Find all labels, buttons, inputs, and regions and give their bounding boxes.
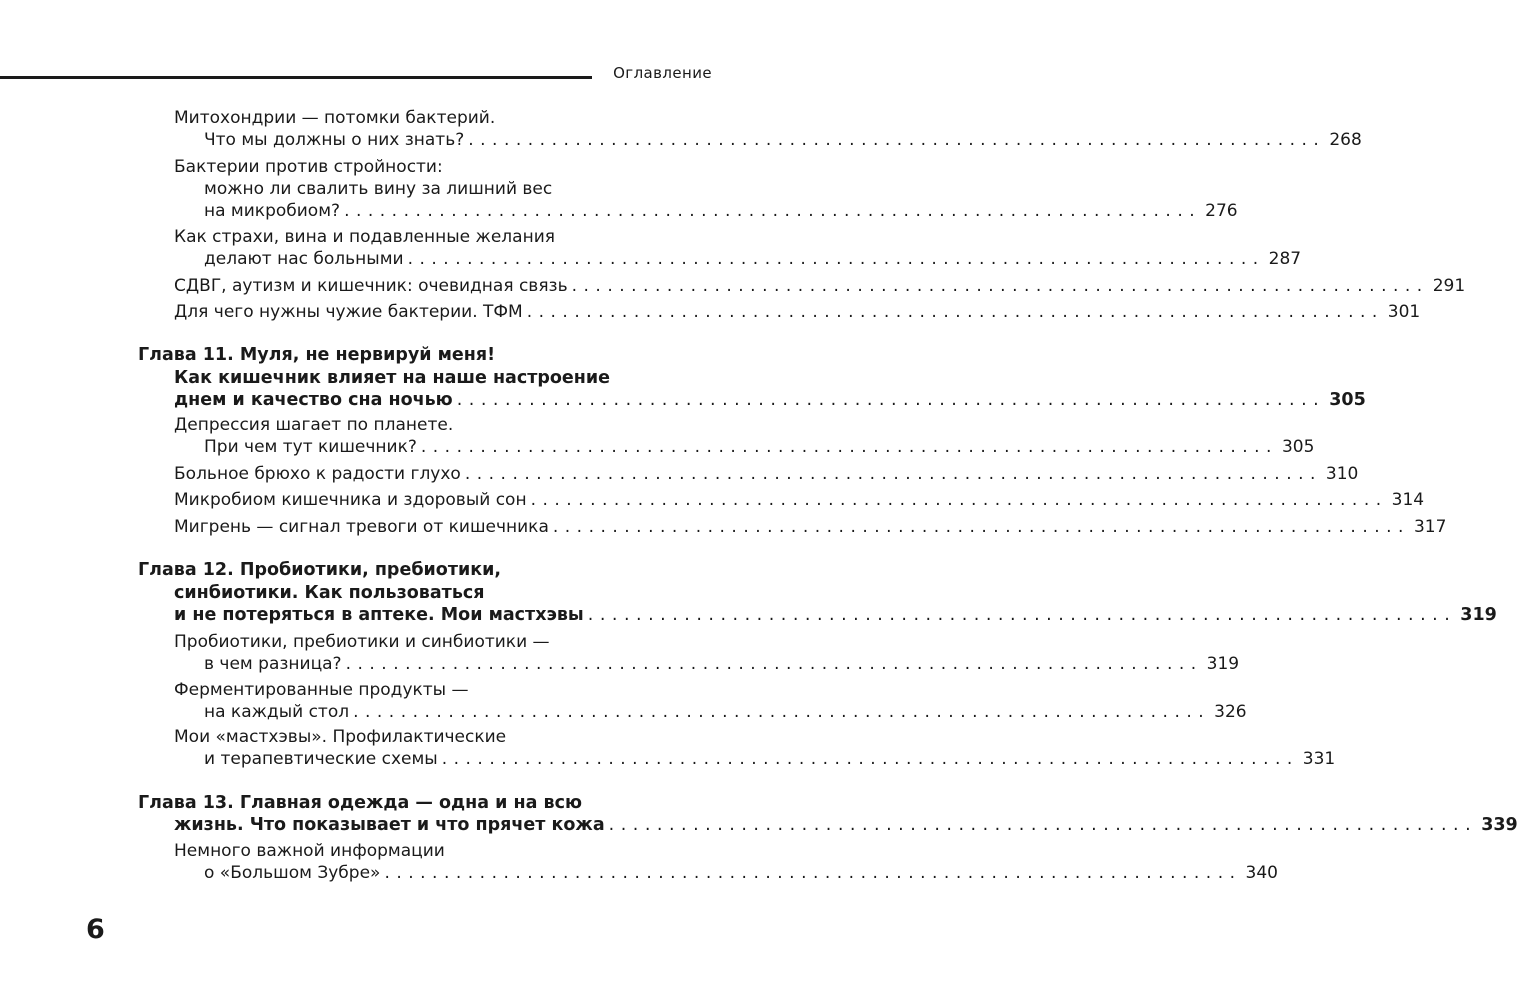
toc-entry-title-line: в чем разница?: [204, 654, 342, 674]
toc-entry-title-line: Митохондрии — потомки бактерий.: [174, 108, 496, 128]
toc-entry-leader-line: [204, 130, 1362, 150]
toc-page-number: 326: [1214, 702, 1247, 722]
chapter-title-line: Глава 11. Муля, не нервируй меня!: [138, 345, 496, 365]
chapter-title-line: Глава 13. Главная одежда — одна и на всю: [138, 793, 582, 813]
toc-entry-leader-line: [204, 749, 1336, 769]
chapter-title-line: Как кишечник влияет на наше настроение: [174, 368, 611, 388]
toc-entry-title-line: можно ли свалить вину за лишний вес: [204, 179, 553, 199]
toc-entry-title-line: на каждый стол: [204, 702, 350, 722]
toc-entry-title-line: и терапевтические схемы: [204, 749, 438, 769]
dot-leader: ........................................................................: [468, 130, 1326, 150]
toc-entry-leader-line: [174, 464, 1359, 484]
dot-leader: ........................................................................: [571, 276, 1429, 296]
dot-leader: ........................................................................: [587, 605, 1457, 625]
toc-entry-title-line: Депрессия шагает по планете.: [174, 415, 454, 435]
toc-page-number: 268: [1329, 130, 1362, 150]
header-rule: [0, 76, 592, 79]
toc-entry-leader-line: [174, 302, 1421, 322]
toc-page-number: 291: [1432, 276, 1466, 296]
toc-entry-leader-line: [174, 490, 1425, 510]
dot-leader: ........................................................................: [552, 517, 1410, 537]
dot-leader: ........................................................................: [441, 749, 1299, 769]
toc-entry-title-line: Бактерии против стройности:: [174, 157, 443, 177]
toc-entry-title-line: Что мы должны о них знать?: [204, 130, 465, 150]
toc-page-number: 319: [1460, 605, 1497, 625]
toc-entry-title-line: Больное брюхо к радости глухо: [174, 464, 461, 484]
dot-leader: ........................................................................: [420, 437, 1278, 457]
toc-entry-title-line: о «Большом Зубре»: [204, 863, 381, 883]
toc-entry-leader-line: [204, 249, 1302, 269]
toc-page-number: 340: [1245, 863, 1278, 883]
dot-leader: ........................................................................: [530, 490, 1388, 510]
toc-page-number: 317: [1413, 517, 1447, 537]
chapter-title-line: Глава 12. Пробиотики, пребиотики,: [138, 560, 502, 580]
toc-page-number: 310: [1325, 464, 1359, 484]
dot-leader: ........................................................................: [353, 702, 1211, 722]
toc-entry-title-line: Немного важной информации: [174, 841, 445, 861]
toc-entry-title-line: При чем тут кишечник?: [204, 437, 417, 457]
dot-leader: ........................................................................: [345, 654, 1203, 674]
toc-page-number: 287: [1268, 249, 1302, 269]
toc-entry-leader-line: [174, 605, 1497, 625]
chapter-title-line: и не потеряться в аптеке. Мои мастхэвы: [174, 605, 584, 625]
chapter-title-line: синбиотики. Как пользоваться: [174, 583, 485, 603]
toc-entry-title-line: на микробиом?: [204, 201, 341, 221]
toc-entry-leader-line: [174, 276, 1466, 296]
running-header: Оглавление: [613, 64, 712, 82]
toc-entry-title-line: делают нас больными: [204, 249, 404, 269]
toc-entry-title-line: Как страхи, вина и подавленные желания: [174, 227, 555, 247]
toc-entry-title-line: Мигрень — сигнал тревоги от кишечника: [174, 517, 549, 537]
dot-leader: ........................................................................: [608, 815, 1478, 835]
toc-entry-title-line: Ферментированные продукты —: [174, 680, 469, 700]
chapter-title-line: днем и качество сна ночью: [174, 390, 453, 410]
toc-page-number: 305: [1281, 437, 1315, 457]
toc-page-number: 319: [1206, 654, 1240, 674]
toc-entry-title-line: Мои «мастхэвы». Профилактические: [174, 727, 507, 747]
toc-entry-title-line: Для чего нужны чужие бактерии. ТФМ: [174, 302, 523, 322]
toc-entry-leader-line: [204, 863, 1278, 883]
chapter-title-line: жизнь. Что показывает и что прячет кожа: [174, 815, 605, 835]
toc-page-number: 314: [1391, 490, 1425, 510]
dot-leader: ........................................................................: [384, 863, 1242, 883]
toc-page-number: 331: [1302, 749, 1336, 769]
toc-entry-leader-line: [204, 201, 1238, 221]
dot-leader: ........................................................................: [344, 201, 1202, 221]
toc-entry-leader-line: [204, 654, 1240, 674]
toc-page-number: 301: [1387, 302, 1421, 322]
toc-entry-leader-line: [174, 390, 1366, 410]
toc-entry-leader-line: [174, 517, 1447, 537]
dot-leader: ........................................................................: [407, 249, 1265, 269]
toc-entry-title-line: Пробиотики, пребиотики и синбиотики —: [174, 632, 550, 652]
dot-leader: ........................................................................: [456, 390, 1326, 410]
toc-entry-leader-line: [204, 702, 1247, 722]
dot-leader: ........................................................................: [526, 302, 1384, 322]
page-number: 6: [86, 914, 105, 945]
toc-entry-leader-line: [204, 437, 1315, 457]
toc-entry-title-line: Микробиом кишечника и здоровый сон: [174, 490, 527, 510]
dot-leader: ........................................................................: [464, 464, 1322, 484]
toc-entry-leader-line: [174, 815, 1518, 835]
toc-page-number: 305: [1329, 390, 1366, 410]
toc-page-number: 339: [1481, 815, 1518, 835]
toc-page-number: 276: [1205, 201, 1238, 221]
toc-entry-title-line: СДВГ, аутизм и кишечник: очевидная связь: [174, 276, 568, 296]
